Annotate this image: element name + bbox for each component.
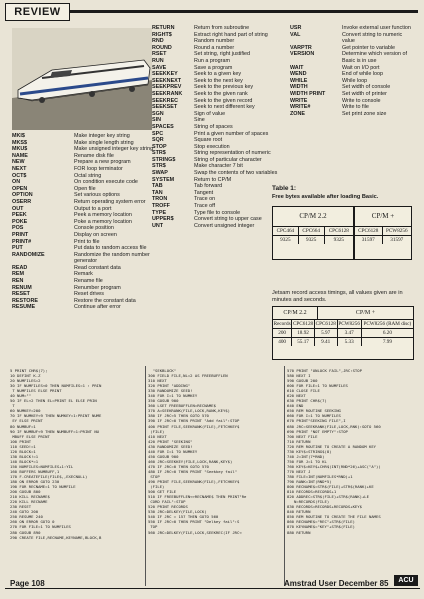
keyword-row (152, 196, 282, 203)
keyword-description: Stop execution (194, 143, 230, 150)
keyword-row (12, 278, 162, 285)
keyword-row (152, 84, 282, 91)
keyword-description: Get pointer to variable (342, 44, 396, 51)
keyword-name: RESET (12, 291, 30, 298)
keyword-name: WAIT (290, 64, 304, 71)
keyword-row (290, 84, 414, 91)
keyword-name: RENUM (12, 284, 32, 291)
keyword-row (12, 133, 162, 140)
keyword-name: TAB (152, 183, 163, 190)
keyword-description: Random number (194, 38, 235, 45)
keyword-name: WIDTH (290, 84, 308, 91)
keyword-description: Make integer key string (74, 133, 130, 139)
keyword-row (152, 32, 282, 39)
keyword-row (12, 225, 162, 232)
keyword-name: TRON (152, 196, 168, 203)
magazine-footer: Amstrad User December 85 (284, 579, 389, 588)
keyword-name: REN (12, 278, 24, 285)
keyword-name: WRITE (290, 97, 308, 104)
keyword-name: REM (12, 271, 24, 278)
keyword-name: OUT (12, 205, 24, 212)
keyword-row (12, 212, 162, 219)
keyword-description: Invoke external user function (342, 25, 411, 31)
table1-left-col: CPC6128 (324, 227, 353, 236)
keyword-row (12, 186, 162, 193)
keyword-description: Swap the contents of two variables (194, 170, 278, 177)
keyword-description: Continue after error (74, 304, 121, 311)
keyword-description: Put data to random access file (74, 245, 147, 252)
keyword-name: MKI$ (12, 133, 25, 139)
keyword-name: SWAP (152, 170, 168, 177)
keyword-name: NEXT (12, 165, 27, 172)
table2-col: CPC6128 (292, 321, 314, 327)
keyword-row (12, 271, 162, 278)
keyword-row (12, 206, 162, 213)
keyword-row (290, 98, 414, 105)
keyword-row (152, 131, 282, 138)
keyword-row (12, 159, 162, 166)
keyword-row (12, 219, 162, 226)
keyword-name: SEEKREC (152, 97, 179, 104)
keyword-description: Set print zone size (342, 110, 387, 117)
keyword-row (12, 153, 162, 160)
keyword-name: POKE (12, 218, 28, 225)
keyword-description: Make unsigned integer key string (74, 146, 154, 153)
table1-left-col: CPC464 (273, 227, 298, 236)
keyword-name: SEEKPREV (152, 84, 182, 91)
table1-right-val: 31597 (382, 236, 411, 245)
keyword-name: OPTION (12, 192, 33, 199)
keyword-name: NAME (12, 152, 28, 159)
keyword-name: VARPTR (290, 44, 312, 51)
keyword-description: Set width of printer (342, 90, 387, 97)
keyword-name: PRINT (12, 231, 29, 238)
keyword-name: UPPER$ (152, 216, 174, 223)
keyword-row (290, 65, 414, 72)
keyword-name: MKU$ (12, 146, 28, 153)
keyword-name: NEW (12, 159, 25, 166)
table2-caption: Jetsam record access timings, all values given are in minutes and seconds. (272, 290, 403, 303)
keyword-row (152, 177, 282, 184)
keyword-name: STRING$ (152, 156, 176, 163)
keyword-name: STR$ (152, 150, 166, 157)
keyword-description: Seek to the given rank (194, 90, 248, 97)
keyword-column-1 (12, 133, 162, 311)
keyword-row (152, 25, 282, 32)
keyword-description: Remark (74, 271, 93, 278)
keyword-name: SEEKSET (152, 104, 178, 111)
keyword-row (12, 173, 162, 180)
keyword-name: USR (290, 25, 302, 31)
header-rule (70, 10, 418, 13)
keyword-name: PUT (12, 245, 23, 252)
keyword-row (152, 65, 282, 72)
keyword-name: UNT (152, 222, 164, 229)
keyword-description: Randomize the random number generator (74, 251, 150, 265)
table1-cpm22-box (272, 206, 354, 260)
keyword-name: TROFF (152, 203, 170, 210)
keyword-name: OSERR (12, 198, 32, 205)
keyword-name: TYPE (152, 209, 167, 216)
keyword-row (152, 223, 282, 230)
keyword-description: Rename file (74, 278, 103, 285)
keyword-row (152, 117, 282, 124)
keyword-description: Rename disk file (74, 152, 114, 159)
table2-box (272, 306, 414, 360)
keyword-name: OPEN (12, 185, 28, 192)
keyword-description: Seek to the next key (194, 77, 243, 84)
keyword-row (152, 71, 282, 78)
keyword-description: Output to a port (74, 205, 112, 212)
table2-cell: 55.17 (292, 338, 315, 347)
keyword-name: READ (12, 264, 28, 271)
keyword-row (152, 170, 282, 177)
listing-divider (284, 366, 285, 586)
keyword-row (290, 25, 414, 32)
table2-cell: 5.33 (337, 338, 361, 347)
keyword-description: Set string, right justified (194, 51, 251, 58)
table2-cell: 9.41 (314, 338, 337, 347)
keyword-description: Open file (74, 185, 96, 192)
keyword-description: Extract right hand part of string (194, 31, 268, 38)
keyword-description: Renumber program (74, 284, 121, 291)
keyword-row (152, 98, 282, 105)
keyword-name: RIGHT$ (152, 31, 172, 38)
keyword-row (152, 58, 282, 65)
keyword-description: Sine (194, 117, 205, 124)
keyword-description: Trace on (194, 196, 216, 203)
keyword-name: WEND (290, 71, 307, 78)
keyword-name: RND (152, 38, 164, 45)
keyword-name: ON (12, 179, 21, 186)
keyword-row (152, 183, 282, 190)
keyword-row (152, 124, 282, 131)
keyword-name: RESUME (12, 304, 36, 311)
keyword-row (152, 104, 282, 111)
keyword-description: String of spaces (194, 123, 233, 130)
table2-cell: 7.99 (361, 338, 413, 347)
table1-left-val: 9325 (298, 236, 324, 245)
keyword-row (290, 91, 414, 98)
keyword-description: Run a program (194, 57, 230, 64)
keyword-name: SAVE (152, 64, 167, 71)
keyword-row (290, 45, 414, 52)
keyword-name: RETURN (152, 25, 175, 31)
page-number: Page 108 (10, 579, 45, 588)
keyword-name: POS (12, 225, 24, 232)
keyword-name: SQR (152, 137, 164, 144)
table1-left-val: 9325 (324, 236, 353, 245)
keyword-description: Write to console (342, 97, 381, 104)
keyword-description: Read constant data (74, 264, 121, 271)
keyword-row (152, 210, 282, 217)
table2-col: PCW8256 (338, 321, 360, 327)
table1-left-grid (273, 226, 353, 244)
keyword-description: Reset drives (74, 291, 104, 298)
keyword-row (12, 245, 162, 252)
table2-cell: 5.97 (314, 329, 337, 338)
keyword-description: Print to file (74, 238, 100, 245)
keyword-description: Determine which version of Basic is in use (342, 51, 408, 64)
keyword-description: Tangent (194, 189, 214, 196)
table2-cell: 3.47 (337, 329, 361, 338)
keyword-row (152, 91, 282, 98)
table1-left-col: CPC664 (298, 227, 324, 236)
keyword-row (152, 111, 282, 118)
table2-records-label: Records (273, 321, 291, 327)
keyword-description: Print a given number of spaces (194, 130, 269, 137)
keyword-description: Trace off (194, 203, 215, 210)
keyword-name: SEEKNEXT (152, 77, 182, 84)
keyword-row (12, 285, 162, 292)
keyword-description: Round a number (194, 44, 235, 51)
keyword-row (152, 163, 282, 170)
acu-badge: ACU (394, 575, 418, 586)
keyword-description: End of while loop (342, 71, 384, 78)
keyword-description: Return to CP/M (194, 176, 232, 183)
keyword-row (152, 137, 282, 144)
keyword-description: Convert string to upper case (194, 216, 262, 223)
keyword-description: Type file to console (194, 209, 241, 216)
keyword-column-3 (290, 25, 414, 117)
keyword-description: While loop (342, 77, 368, 84)
keyword-row (12, 298, 162, 305)
keyword-description: Octal string (74, 172, 102, 179)
listing-divider (145, 366, 146, 586)
keyword-row (290, 111, 414, 118)
keyword-description: Make single length string (74, 139, 134, 146)
keyword-row (12, 146, 162, 153)
table1-subtitle: Free bytes available after loading Basic. (272, 194, 379, 200)
keyword-description: Prepare a new program (74, 159, 131, 166)
keyword-row (152, 51, 282, 58)
keyword-row (12, 265, 162, 272)
keyword-name: WIDTH PRINT (290, 90, 326, 97)
code-listing-3: 570 PRINT "UNLOCK FAIL",JRC:STOP 580 NEXT I 590 GOSUB 200 600 FOR FILE=1 TO NUMFILES 610 CLOSE FILE 620 NEXT 630 PRINT CHR$(7) 640 END 650 REM ROUTINE SEEKING 660 FOR I=1 TO NUMFILES 670 PRINT"SEEKING FILE",I 680 JRC=SEEKRANK(FILE,LOCK,RNK):GOTO 560 690 PRINT "NOT EMPTY":STOP 700 NEXT FILE 710 RETURN 720 REM ROUTINE TO CREATE A RANDOM KEY 730 KEY$=STRING$(8) 740 J=INT(7*RND) 750 FOR J=1 TO KL 760 KEY$=KEY$+CHR$(INT(RND*26)+ASC("A")) 770 NEXT J 780 FILE=INT(NUMFILES*RND)+1 790 RANK=INT(RND*5) 800 RECNAME$=STR$(FILE)+STR$(RANK)+KE 810 RECORDS=RECORDS+1 820 ADDREC=STR$(FILE)+STR$(RANK)+LE N=RECORDS(FILE) 830 RECORDS=RECORDS+RECORDS+KEY$ 840 RETURN 850 REM ROUTINE TO CREATE THE FILE NAMES 860 RECNAME$="REC"+STR$(FILE) 870 KEYNAME$="KEY"+STR$(FILE) 880 RETURN (287, 368, 381, 535)
train-photo (12, 28, 152, 130)
keyword-name: TAN (152, 189, 163, 196)
table1-right-grid (355, 226, 411, 244)
table1-title: Table 1: (272, 185, 297, 192)
keyword-description: String of particular character (194, 156, 262, 163)
keyword-row (12, 232, 162, 239)
table1-right-val: 31597 (355, 236, 382, 245)
keyword-description: Display on screen (74, 231, 117, 238)
keyword-name: SPACES (152, 123, 174, 130)
keyword-description: Convert string to numeric value (342, 31, 403, 45)
table2-row-label: 200 (273, 329, 292, 338)
keyword-row (152, 78, 282, 85)
keyword-name: VAL (290, 31, 301, 38)
keyword-row (152, 144, 282, 151)
table2-left-head: CP/M 2.2 (273, 307, 318, 319)
table2-cell: 18.92 (292, 329, 315, 338)
keyword-name: OCT$ (12, 172, 27, 179)
keyword-description: Seek to next different key (194, 104, 255, 111)
keyword-name: PEEK (12, 212, 27, 219)
keyword-name: SPC (152, 130, 164, 137)
keyword-description: Wait on I/O port (342, 64, 380, 71)
keyword-name: ROUND (152, 44, 172, 51)
keyword-row (290, 51, 414, 64)
keyword-row (152, 38, 282, 45)
keyword-name: WHILE (290, 77, 308, 84)
keyword-description: Make character 7 bit (194, 163, 243, 170)
table2-row-label: 400 (273, 338, 292, 347)
keyword-name: SIN (152, 117, 161, 124)
keyword-name: SEEKRANK (152, 90, 183, 97)
keyword-row (12, 304, 162, 311)
code-listing-2: "SEKBLOCK" 300 FIELD FILE,NL=2 AS FREEBUFFLEN 310 NEXT 320 PRINT "ADDING" 330 RANDOMIZE SEED! 340 FOR I=1 TO NUMKEY 350 GOSUB 900 360 LSET FREEBUFFLEN=RECNAME$ 370 A=SEEKRANK(FILE,LOCK,RANK,KEY$) 380 IF JRC<5 THEN GOTO 570 390 IF JRC<0 THEN PRINT "Add fail":STOP 400 PRINT FILE,SEEKRANK(FILE),FETCHKEY$ (FILE) 410 NEXT 420 PRINT "SEEKING" 430 RANDOMIZE SEED! 440 FOR I=1 TO NUMKEY 450 GOSUB 900 460 JRC=SEEKKEY(FILE,LOCK,RANK,KEY$) 470 IF JRC=0 THEN GOTO 570 480 IF JRC<0 THEN PRINT "Seekkey fail" STOP 490 PRINT FILE,SEEKRANK(FILE),FETCHKEY$ (FILE) 500 GET FILE 510 IF FREEBUFFLEN<>RECNAME$ THEN PRINT"Re CORD FAIL":STOP 520 PRINT RECORDS 530 JRC=DELKEY(FILE,LOCK) 540 IF JRC = 157 THEN GOTO 560 550 IF JRC<0 THEN PRINT "Delkey fail":S TOP 560 JRC=DELKEY(FILE,LOCK,SEEKREC(IF JRC< (148, 368, 247, 535)
keyword-column-2 (152, 25, 282, 229)
keyword-row (290, 71, 414, 78)
keyword-description: Tab forward (194, 183, 223, 190)
keyword-description: Save a program (194, 64, 233, 71)
keyword-name: RUN (152, 57, 164, 64)
keyword-name: WRITE# (290, 104, 311, 111)
keyword-name: RANDOMIZE (12, 251, 45, 258)
keyword-name: SEEKKEY (152, 71, 178, 78)
keyword-name: STR$ (152, 163, 166, 170)
keyword-description: Square root (194, 137, 223, 144)
keyword-row (152, 190, 282, 197)
keyword-description: Return operating system error (74, 198, 146, 205)
keyword-row (152, 157, 282, 164)
keyword-description: Peek a memory location (74, 212, 132, 219)
keyword-row (12, 291, 162, 298)
keyword-description: String representation of numeric (194, 150, 271, 157)
keyword-row (152, 45, 282, 52)
keyword-row (12, 239, 162, 246)
keyword-name: MKS$ (12, 139, 27, 146)
keyword-name: ZONE (290, 110, 305, 117)
keyword-description: Seek to the previous key (194, 84, 254, 91)
keyword-description: Seek to the given record (194, 97, 253, 104)
keyword-name: RSET (152, 51, 167, 58)
keyword-row (152, 150, 282, 157)
keyword-row (152, 203, 282, 210)
keyword-row (12, 192, 162, 199)
keyword-name: STOP (152, 143, 167, 150)
table1-right-head: CP/M + (371, 212, 395, 220)
keyword-row (12, 179, 162, 186)
keyword-description: Write to file (342, 104, 369, 111)
keyword-description: Return from subroutine (194, 25, 250, 31)
table1-right-col: PCW8256 (382, 227, 411, 236)
keyword-row (152, 216, 282, 223)
keyword-description: Poke a memory location (74, 218, 132, 225)
keyword-description: Convert unsigned integer (194, 222, 255, 229)
table1-left-head: CP/M 2.2 (299, 212, 327, 220)
keyword-name: SYSTEM (152, 176, 175, 183)
keyword-row (12, 199, 162, 206)
keyword-row (12, 140, 162, 147)
keyword-name: RESTORE (12, 297, 38, 304)
keyword-description: FOR loop terminator (74, 165, 123, 172)
table2-col: CPC6128 (315, 321, 336, 327)
keyword-description: On condition execute code (74, 179, 138, 186)
keyword-row (290, 104, 414, 111)
table2-right-head: CP/M + (355, 310, 376, 316)
table1-left-val: 9325 (273, 236, 298, 245)
table1-cpmplus-box (354, 206, 412, 260)
footer-rule (5, 588, 420, 589)
table2-col: PCW8256 (RAM disc) (361, 320, 413, 329)
keyword-row (290, 78, 414, 85)
keyword-description: Sign of value (194, 110, 226, 117)
table1-right-col: CPC6128 (355, 227, 382, 236)
keyword-description: Set various options (74, 192, 120, 199)
keyword-description: Set width of console (342, 84, 391, 91)
table2-cell: 6.20 (361, 329, 413, 338)
keyword-description: Restore the constant data (74, 297, 136, 304)
keyword-row (290, 32, 414, 45)
keyword-row (12, 252, 162, 265)
keyword-name: SGN (152, 110, 164, 117)
code-listing-1: 5 PRINT CHR$(7); 10 DEFINT K-Z 20 NUMFILES=2 30 IF NUMFILES<0 THEN NUMFILES=1 : PRIN T NUMFILES ELSE PRINT 40 NUM="" 50 IF EL<2 THEN EL=PRINT EL ELSE PRIN T 60 NUMKEY=200 70 IF NUMKEY<9 THEN NUMKEY=1:PRINT NUME EY ELSE PRINT 80 NUMBUF=1 90 IF NUMBUF<9 THEN NUMBUFF=1:PRINT NU MBUFF ELSE PRINT 100 PRINT 110 SEED!=1 120 BLOCK=1 130 BLOCK!=1 140 BLOCK*=1 150 NUMFILES=NUMFILES+1:YIL 160 BUFFERS NUMBUFF,1 170 F.CREATEFILE(FILE$,,EXECNULL) 180 ON ERROR GOTO 230 190 FOR RECNAME=1 TO NUMFILE 200 GOSUB 800 210 KILL RECNAME$ 220 KILL RECNAME 230 RESET 240 GOTO 200 250 RESUME 240 260 ON ERROR GOTO 0 270 FOR FILE=1 TO NUMFILES 280 GOSUB 890 290 CREATE FILE,RECNAME,KEYNAME,BLOCK,B (10, 368, 102, 540)
section-tag: REVIEW (5, 3, 70, 21)
keyword-name: PRINT# (12, 238, 32, 245)
keyword-description: Seek to a given key (194, 71, 242, 78)
keyword-row (12, 166, 162, 173)
table2-grid (273, 319, 413, 346)
keyword-description: Console position (74, 225, 114, 232)
keyword-name: VERSION (290, 51, 315, 58)
